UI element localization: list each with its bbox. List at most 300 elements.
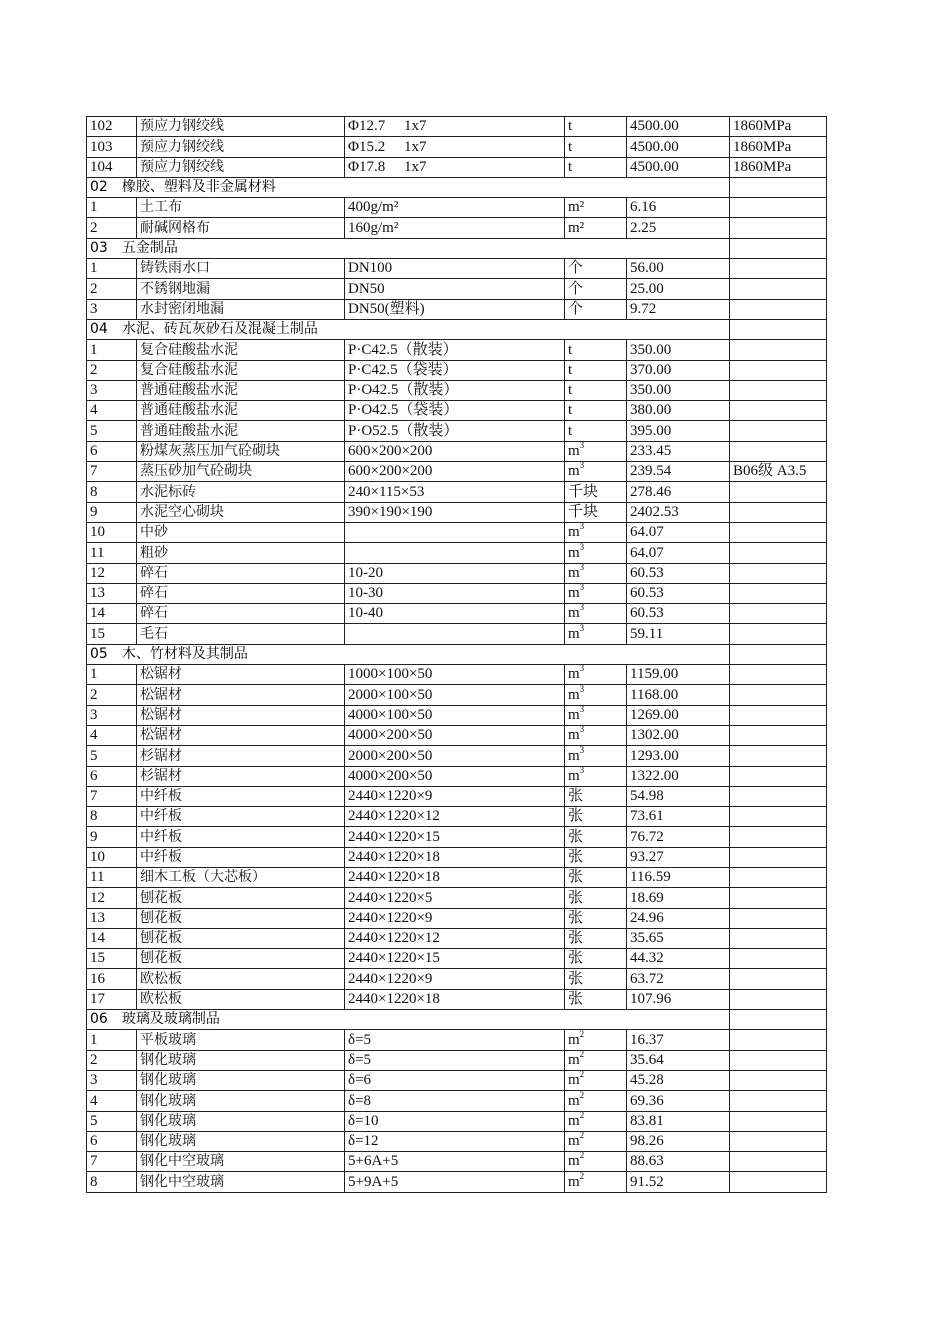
table-row — [87, 746, 827, 766]
item-number-cell[interactable]: 4 — [87, 401, 137, 421]
item-price-cell[interactable]: 35.64 — [627, 1050, 730, 1070]
item-number-cell[interactable]: 1 — [87, 198, 137, 218]
item-price-cell[interactable]: 2.25 — [627, 218, 730, 238]
item-name-cell[interactable]: 粗砂 — [137, 543, 345, 563]
item-unit-cell[interactable] — [565, 1172, 627, 1192]
item-price-cell[interactable]: 9.72 — [627, 299, 730, 319]
item-number-cell[interactable]: 2 — [87, 1050, 137, 1070]
item-number-cell[interactable]: 2 — [87, 279, 137, 299]
item-unit-cell[interactable] — [565, 969, 627, 989]
item-spec-cell[interactable]: 390×190×190 — [345, 502, 565, 522]
item-price-cell[interactable]: 73.61 — [627, 807, 730, 827]
item-number-cell[interactable]: 9 — [87, 502, 137, 522]
item-unit-cell[interactable] — [565, 137, 627, 157]
item-number-cell[interactable]: 3 — [87, 705, 137, 725]
item-spec-cell[interactable]: 600×200×200 — [345, 462, 565, 482]
item-number-cell[interactable]: 1 — [87, 665, 137, 685]
item-number-cell[interactable]: 103 — [87, 137, 137, 157]
item-price-cell[interactable]: 60.53 — [627, 604, 730, 624]
item-name-cell[interactable]: 普通硅酸盐水泥 — [137, 380, 345, 400]
item-number-cell[interactable]: 1 — [87, 340, 137, 360]
item-spec-cell[interactable]: 2000×100×50 — [345, 685, 565, 705]
item-number-cell[interactable]: 104 — [87, 157, 137, 177]
item-unit-cell[interactable] — [565, 1111, 627, 1131]
item-name-cell[interactable]: 普通硅酸盐水泥 — [137, 421, 345, 441]
item-price-cell[interactable]: 107.96 — [627, 989, 730, 1009]
item-name-cell[interactable]: 中纤板 — [137, 847, 345, 867]
item-unit-cell[interactable] — [565, 888, 627, 908]
item-price-cell[interactable]: 56.00 — [627, 259, 730, 279]
item-note-cell[interactable] — [730, 969, 827, 989]
item-number-cell[interactable]: 7 — [87, 786, 137, 806]
item-number-cell[interactable]: 1 — [87, 1030, 137, 1050]
item-name-cell[interactable]: 中砂 — [137, 522, 345, 542]
item-number-cell[interactable]: 16 — [87, 969, 137, 989]
item-note-cell[interactable] — [730, 218, 827, 238]
item-name-cell[interactable]: 平板玻璃 — [137, 1030, 345, 1050]
item-name-cell[interactable]: 钢化玻璃 — [137, 1050, 345, 1070]
item-price-cell[interactable]: 88.63 — [627, 1152, 730, 1172]
section-title[interactable]: 05 木、竹材料及其制品 — [87, 644, 730, 664]
item-number-cell[interactable]: 15 — [87, 949, 137, 969]
item-unit-cell[interactable] — [565, 604, 627, 624]
item-note-cell[interactable] — [730, 502, 827, 522]
item-price-cell[interactable]: 93.27 — [627, 847, 730, 867]
item-name-cell[interactable]: 杉锯材 — [137, 746, 345, 766]
item-name-cell[interactable]: 刨花板 — [137, 908, 345, 928]
item-note-cell[interactable] — [730, 1152, 827, 1172]
item-price-cell[interactable]: 1322.00 — [627, 766, 730, 786]
item-spec-cell[interactable]: 2440×1220×18 — [345, 867, 565, 887]
section-title[interactable]: 03 五金制品 — [87, 238, 730, 258]
item-spec-cell[interactable]: δ=5 — [345, 1030, 565, 1050]
item-note-cell[interactable] — [730, 1070, 827, 1090]
item-number-cell[interactable]: 2 — [87, 218, 137, 238]
item-number-cell[interactable]: 5 — [87, 746, 137, 766]
item-unit-cell[interactable] — [565, 563, 627, 583]
item-spec-cell[interactable]: Φ15.2 1x7 — [345, 137, 565, 157]
item-number-cell[interactable]: 12 — [87, 563, 137, 583]
item-spec-cell[interactable] — [345, 543, 565, 563]
item-note-cell[interactable] — [730, 522, 827, 542]
item-number-cell[interactable]: 10 — [87, 522, 137, 542]
item-number-cell[interactable]: 13 — [87, 908, 137, 928]
item-name-cell[interactable]: 普通硅酸盐水泥 — [137, 401, 345, 421]
item-spec-cell[interactable]: DN50 — [345, 279, 565, 299]
item-note-cell[interactable]: 1860MPa — [730, 137, 827, 157]
item-name-cell[interactable]: 刨花板 — [137, 888, 345, 908]
item-note-cell[interactable]: 1860MPa — [730, 157, 827, 177]
item-note-cell[interactable] — [730, 360, 827, 380]
item-unit-cell[interactable] — [565, 401, 627, 421]
item-spec-cell[interactable]: 400g/m² — [345, 198, 565, 218]
item-unit-cell[interactable] — [565, 867, 627, 887]
item-note-cell[interactable] — [730, 198, 827, 218]
item-unit-cell[interactable] — [565, 624, 627, 644]
item-spec-cell[interactable]: 2440×1220×5 — [345, 888, 565, 908]
item-unit-cell[interactable] — [565, 685, 627, 705]
item-price-cell[interactable]: 83.81 — [627, 1111, 730, 1131]
item-spec-cell[interactable]: 2440×1220×18 — [345, 847, 565, 867]
item-spec-cell[interactable]: 2440×1220×9 — [345, 969, 565, 989]
item-spec-cell[interactable]: 160g/m² — [345, 218, 565, 238]
item-number-cell[interactable]: 9 — [87, 827, 137, 847]
item-spec-cell[interactable]: δ=12 — [345, 1131, 565, 1151]
item-number-cell[interactable]: 6 — [87, 441, 137, 461]
item-number-cell[interactable]: 7 — [87, 1152, 137, 1172]
table-row — [87, 928, 827, 948]
item-price-cell[interactable]: 25.00 — [627, 279, 730, 299]
item-note-cell[interactable] — [730, 441, 827, 461]
item-spec-cell[interactable]: 2440×1220×12 — [345, 807, 565, 827]
item-note-cell[interactable] — [730, 1050, 827, 1070]
item-unit-cell[interactable] — [565, 441, 627, 461]
item-number-cell[interactable]: 11 — [87, 543, 137, 563]
item-unit-cell[interactable] — [565, 218, 627, 238]
item-price-cell[interactable]: 116.59 — [627, 867, 730, 887]
item-note-cell[interactable] — [730, 949, 827, 969]
item-unit-cell[interactable] — [565, 1030, 627, 1050]
item-number-cell[interactable]: 12 — [87, 888, 137, 908]
item-number-cell[interactable]: 4 — [87, 725, 137, 745]
item-name-cell[interactable]: 预应力钢绞线 — [137, 137, 345, 157]
item-name-cell[interactable]: 松锯材 — [137, 665, 345, 685]
item-price-cell[interactable]: 98.26 — [627, 1131, 730, 1151]
item-price-cell[interactable]: 1269.00 — [627, 705, 730, 725]
item-spec-cell[interactable]: 2440×1220×9 — [345, 786, 565, 806]
item-unit-cell[interactable] — [565, 462, 627, 482]
item-name-cell[interactable]: 复合硅酸盐水泥 — [137, 360, 345, 380]
item-number-cell[interactable]: 5 — [87, 1111, 137, 1131]
item-note-cell[interactable] — [730, 259, 827, 279]
item-price-cell[interactable]: 1293.00 — [627, 746, 730, 766]
item-note-cell[interactable] — [730, 725, 827, 745]
item-price-cell[interactable]: 18.69 — [627, 888, 730, 908]
item-number-cell[interactable]: 10 — [87, 847, 137, 867]
item-name-cell[interactable]: 耐碱网格布 — [137, 218, 345, 238]
item-spec-cell[interactable]: δ=8 — [345, 1091, 565, 1111]
item-name-cell[interactable]: 水封密闭地漏 — [137, 299, 345, 319]
item-price-cell[interactable]: 6.16 — [627, 198, 730, 218]
item-number-cell[interactable]: 2 — [87, 360, 137, 380]
item-unit-cell[interactable] — [565, 807, 627, 827]
item-note-cell[interactable] — [730, 786, 827, 806]
item-note-cell[interactable] — [730, 705, 827, 725]
item-name-cell[interactable]: 铸铁雨水口 — [137, 259, 345, 279]
item-unit-cell[interactable] — [565, 259, 627, 279]
item-name-cell[interactable]: 细木工板（大芯板） — [137, 867, 345, 887]
item-price-cell[interactable]: 63.72 — [627, 969, 730, 989]
item-price-cell[interactable]: 4500.00 — [627, 137, 730, 157]
item-note-cell[interactable] — [730, 1131, 827, 1151]
item-price-cell[interactable]: 91.52 — [627, 1172, 730, 1192]
item-unit-cell[interactable] — [565, 1050, 627, 1070]
item-note-cell[interactable] — [730, 867, 827, 887]
section-note-cell[interactable] — [730, 319, 827, 339]
item-number-cell[interactable]: 8 — [87, 482, 137, 502]
item-note-cell[interactable] — [730, 340, 827, 360]
item-note-cell[interactable] — [730, 827, 827, 847]
item-unit-cell[interactable] — [565, 340, 627, 360]
item-price-cell[interactable]: 35.65 — [627, 928, 730, 948]
item-name-cell[interactable]: 中纤板 — [137, 807, 345, 827]
item-name-cell[interactable]: 钢化中空玻璃 — [137, 1152, 345, 1172]
item-number-cell[interactable]: 3 — [87, 299, 137, 319]
item-spec-cell[interactable]: 10-20 — [345, 563, 565, 583]
item-name-cell[interactable]: 松锯材 — [137, 725, 345, 745]
item-name-cell[interactable]: 钢化玻璃 — [137, 1111, 345, 1131]
item-price-cell[interactable]: 64.07 — [627, 522, 730, 542]
item-price-cell[interactable]: 24.96 — [627, 908, 730, 928]
item-unit-cell[interactable] — [565, 522, 627, 542]
item-unit-cell[interactable] — [565, 279, 627, 299]
item-name-cell[interactable]: 钢化玻璃 — [137, 1131, 345, 1151]
item-spec-cell[interactable]: δ=5 — [345, 1050, 565, 1070]
item-unit-cell[interactable] — [565, 583, 627, 603]
item-number-cell[interactable]: 6 — [87, 766, 137, 786]
item-spec-cell[interactable]: P·C42.5（袋装） — [345, 360, 565, 380]
item-unit-cell[interactable] — [565, 725, 627, 745]
item-number-cell[interactable]: 11 — [87, 867, 137, 887]
item-name-cell[interactable]: 松锯材 — [137, 685, 345, 705]
item-number-cell[interactable]: 2 — [87, 685, 137, 705]
item-spec-cell[interactable]: 5+6A+5 — [345, 1152, 565, 1172]
item-name-cell[interactable]: 碎石 — [137, 583, 345, 603]
item-price-cell[interactable]: 4500.00 — [627, 117, 730, 137]
item-price-cell[interactable]: 64.07 — [627, 543, 730, 563]
item-note-cell[interactable] — [730, 685, 827, 705]
item-price-cell[interactable]: 1302.00 — [627, 725, 730, 745]
item-unit-cell[interactable] — [565, 198, 627, 218]
item-note-cell[interactable] — [730, 543, 827, 563]
item-name-cell[interactable]: 水泥空心砌块 — [137, 502, 345, 522]
item-note-cell[interactable] — [730, 421, 827, 441]
item-note-cell[interactable] — [730, 908, 827, 928]
item-spec-cell[interactable]: 2440×1220×18 — [345, 989, 565, 1009]
item-unit-cell[interactable] — [565, 827, 627, 847]
item-spec-cell[interactable]: 5+9A+5 — [345, 1172, 565, 1192]
item-spec-cell[interactable]: 2440×1220×12 — [345, 928, 565, 948]
item-unit-cell[interactable] — [565, 543, 627, 563]
item-price-cell[interactable]: 59.11 — [627, 624, 730, 644]
item-note-cell[interactable] — [730, 563, 827, 583]
item-spec-cell[interactable] — [345, 522, 565, 542]
item-note-cell[interactable] — [730, 1172, 827, 1192]
item-note-cell[interactable] — [730, 380, 827, 400]
item-name-cell[interactable]: 钢化中空玻璃 — [137, 1172, 345, 1192]
item-spec-cell[interactable]: 10-30 — [345, 583, 565, 603]
item-name-cell[interactable]: 钢化玻璃 — [137, 1091, 345, 1111]
item-price-cell[interactable]: 4500.00 — [627, 157, 730, 177]
item-price-cell[interactable]: 1168.00 — [627, 685, 730, 705]
item-spec-cell[interactable]: 600×200×200 — [345, 441, 565, 461]
item-number-cell[interactable]: 15 — [87, 624, 137, 644]
item-unit-cell[interactable] — [565, 157, 627, 177]
item-spec-cell[interactable]: 1000×100×50 — [345, 665, 565, 685]
item-name-cell[interactable]: 粉煤灰蒸压加气砼砌块 — [137, 441, 345, 461]
item-price-cell[interactable]: 278.46 — [627, 482, 730, 502]
section-note-cell[interactable] — [730, 644, 827, 664]
item-note-cell[interactable]: 1860MPa — [730, 117, 827, 137]
item-price-cell[interactable]: 2402.53 — [627, 502, 730, 522]
item-name-cell[interactable]: 碎石 — [137, 604, 345, 624]
item-name-cell[interactable]: 预应力钢绞线 — [137, 157, 345, 177]
item-note-cell[interactable] — [730, 989, 827, 1009]
item-price-cell[interactable]: 76.72 — [627, 827, 730, 847]
item-spec-cell[interactable]: 2440×1220×15 — [345, 827, 565, 847]
item-spec-cell[interactable]: P·O42.5（袋装） — [345, 401, 565, 421]
item-spec-cell[interactable]: P·O42.5（散装） — [345, 380, 565, 400]
item-spec-cell[interactable]: 10-40 — [345, 604, 565, 624]
item-price-cell[interactable]: 60.53 — [627, 563, 730, 583]
item-name-cell[interactable]: 欧松板 — [137, 989, 345, 1009]
item-note-cell[interactable] — [730, 482, 827, 502]
item-number-cell[interactable]: 6 — [87, 1131, 137, 1151]
item-note-cell[interactable] — [730, 401, 827, 421]
item-name-cell[interactable]: 碎石 — [137, 563, 345, 583]
item-spec-cell[interactable]: δ=6 — [345, 1070, 565, 1090]
item-spec-cell[interactable]: P·O52.5（散装） — [345, 421, 565, 441]
item-name-cell[interactable]: 中纤板 — [137, 827, 345, 847]
item-spec-cell[interactable]: 2000×200×50 — [345, 746, 565, 766]
item-spec-cell[interactable]: Φ12.7 1x7 — [345, 117, 565, 137]
item-note-cell[interactable] — [730, 624, 827, 644]
item-price-cell[interactable]: 380.00 — [627, 401, 730, 421]
item-note-cell[interactable] — [730, 299, 827, 319]
item-price-cell[interactable]: 239.54 — [627, 462, 730, 482]
item-name-cell[interactable]: 预应力钢绞线 — [137, 117, 345, 137]
item-number-cell[interactable]: 13 — [87, 583, 137, 603]
item-number-cell[interactable]: 17 — [87, 989, 137, 1009]
item-name-cell[interactable]: 杉锯材 — [137, 766, 345, 786]
item-name-cell[interactable]: 水泥标砖 — [137, 482, 345, 502]
item-name-cell[interactable]: 复合硅酸盐水泥 — [137, 340, 345, 360]
item-spec-cell[interactable]: 2440×1220×15 — [345, 949, 565, 969]
item-name-cell[interactable]: 刨花板 — [137, 928, 345, 948]
item-spec-cell[interactable]: δ=10 — [345, 1111, 565, 1131]
item-price-cell[interactable]: 45.28 — [627, 1070, 730, 1090]
item-note-cell[interactable] — [730, 847, 827, 867]
item-note-cell[interactable] — [730, 888, 827, 908]
item-unit-cell[interactable] — [565, 421, 627, 441]
item-note-cell[interactable] — [730, 1030, 827, 1050]
section-note-cell[interactable] — [730, 177, 827, 197]
item-price-cell[interactable]: 233.45 — [627, 441, 730, 461]
item-number-cell[interactable]: 1 — [87, 259, 137, 279]
item-name-cell[interactable]: 中纤板 — [137, 786, 345, 806]
item-note-cell[interactable] — [730, 279, 827, 299]
item-unit-cell[interactable] — [565, 786, 627, 806]
item-name-cell[interactable]: 钢化玻璃 — [137, 1070, 345, 1090]
item-number-cell[interactable]: 3 — [87, 380, 137, 400]
section-title[interactable]: 02 橡胶、塑料及非金属材料 — [87, 177, 730, 197]
item-name-cell[interactable]: 毛石 — [137, 624, 345, 644]
item-unit-cell[interactable] — [565, 380, 627, 400]
item-spec-cell[interactable] — [345, 624, 565, 644]
item-unit-cell[interactable] — [565, 928, 627, 948]
section-title[interactable]: 06 玻璃及玻璃制品 — [87, 1010, 730, 1030]
item-price-cell[interactable]: 350.00 — [627, 340, 730, 360]
item-unit-cell[interactable] — [565, 299, 627, 319]
item-price-cell[interactable]: 44.32 — [627, 949, 730, 969]
item-unit-cell[interactable] — [565, 360, 627, 380]
item-note-cell[interactable]: B06级 A3.5 — [730, 462, 827, 482]
item-spec-cell[interactable]: 4000×200×50 — [345, 766, 565, 786]
item-unit-cell[interactable] — [565, 665, 627, 685]
item-name-cell[interactable]: 欧松板 — [137, 969, 345, 989]
item-unit-cell[interactable] — [565, 502, 627, 522]
item-note-cell[interactable] — [730, 746, 827, 766]
item-price-cell[interactable]: 60.53 — [627, 583, 730, 603]
item-unit-cell[interactable] — [565, 705, 627, 725]
item-unit-cell[interactable] — [565, 847, 627, 867]
item-number-cell[interactable]: 5 — [87, 421, 137, 441]
item-number-cell[interactable]: 14 — [87, 604, 137, 624]
section-title[interactable]: 04 水泥、砖瓦灰砂石及混凝土制品 — [87, 319, 730, 339]
item-spec-cell[interactable]: P·C42.5（散装） — [345, 340, 565, 360]
item-unit-cell[interactable] — [565, 766, 627, 786]
item-name-cell[interactable]: 刨花板 — [137, 949, 345, 969]
item-number-cell[interactable]: 7 — [87, 462, 137, 482]
item-unit-cell[interactable] — [565, 482, 627, 502]
item-spec-cell[interactable]: 2440×1220×9 — [345, 908, 565, 928]
item-unit-cell[interactable] — [565, 1152, 627, 1172]
item-spec-cell[interactable]: Φ17.8 1x7 — [345, 157, 565, 177]
item-price-cell[interactable]: 395.00 — [627, 421, 730, 441]
section-note-cell[interactable] — [730, 238, 827, 258]
item-number-cell[interactable]: 8 — [87, 1172, 137, 1192]
item-note-cell[interactable] — [730, 928, 827, 948]
item-name-cell[interactable]: 松锯材 — [137, 705, 345, 725]
item-number-cell[interactable]: 14 — [87, 928, 137, 948]
item-spec-cell[interactable]: DN100 — [345, 259, 565, 279]
item-name-cell[interactable]: 不锈钢地漏 — [137, 279, 345, 299]
item-number-cell[interactable]: 4 — [87, 1091, 137, 1111]
item-spec-cell[interactable]: 240×115×53 — [345, 482, 565, 502]
item-unit-cell[interactable] — [565, 1131, 627, 1151]
item-unit-cell[interactable] — [565, 117, 627, 137]
item-name-cell[interactable]: 蒸压砂加气砼砌块 — [137, 462, 345, 482]
item-note-cell[interactable] — [730, 807, 827, 827]
item-unit-cell[interactable] — [565, 746, 627, 766]
item-price-cell[interactable]: 370.00 — [627, 360, 730, 380]
item-unit-cell[interactable] — [565, 949, 627, 969]
item-spec-cell[interactable]: 4000×200×50 — [345, 725, 565, 745]
item-number-cell[interactable]: 8 — [87, 807, 137, 827]
item-price-cell[interactable]: 1159.00 — [627, 665, 730, 685]
item-price-cell[interactable]: 69.36 — [627, 1091, 730, 1111]
item-price-cell[interactable]: 16.37 — [627, 1030, 730, 1050]
item-note-cell[interactable] — [730, 1111, 827, 1131]
item-price-cell[interactable]: 350.00 — [627, 380, 730, 400]
item-note-cell[interactable] — [730, 583, 827, 603]
item-spec-cell[interactable]: DN50(塑料) — [345, 299, 565, 319]
item-unit-cell[interactable] — [565, 908, 627, 928]
item-note-cell[interactable] — [730, 1091, 827, 1111]
item-number-cell[interactable]: 3 — [87, 1070, 137, 1090]
item-unit-cell[interactable] — [565, 1091, 627, 1111]
item-note-cell[interactable] — [730, 604, 827, 624]
item-price-cell[interactable]: 54.98 — [627, 786, 730, 806]
section-note-cell[interactable] — [730, 1010, 827, 1030]
item-unit-cell[interactable] — [565, 1070, 627, 1090]
item-number-cell[interactable]: 102 — [87, 117, 137, 137]
item-name-cell[interactable]: 土工布 — [137, 198, 345, 218]
item-note-cell[interactable] — [730, 665, 827, 685]
item-unit-cell[interactable] — [565, 989, 627, 1009]
item-spec-cell[interactable]: 4000×100×50 — [345, 705, 565, 725]
item-note-cell[interactable] — [730, 766, 827, 786]
